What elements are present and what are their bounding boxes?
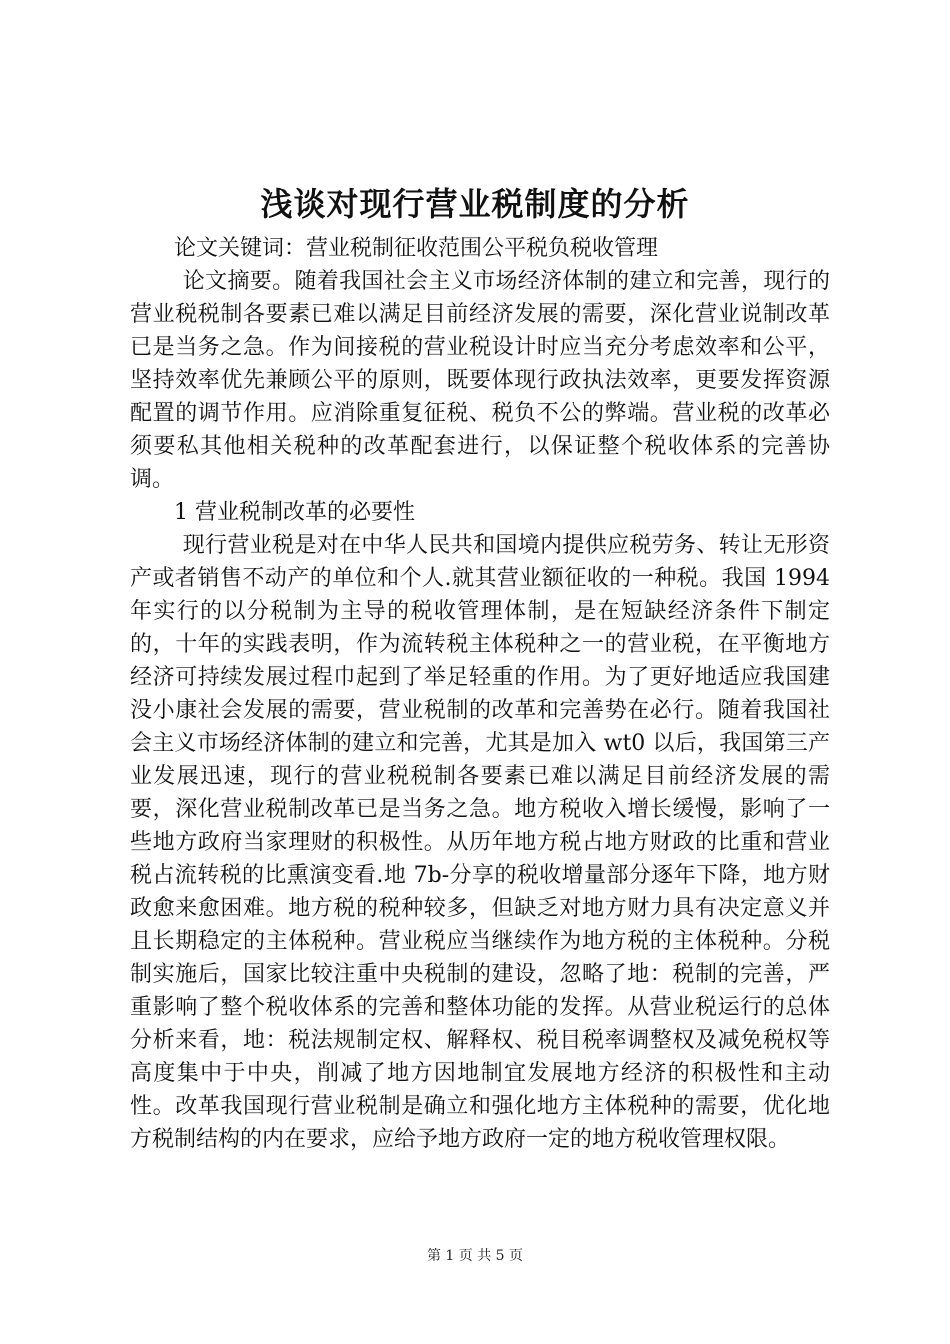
section-body-paragraph: 现行营业税是对在中华人民共和国境内提供应税劳务、转让无形资产或者销售不动产的单位和个人.就其营业额征收的一种税。我国 1994 年实行的以分税制为主导的税收管理体制，是在短缺经济条件下制定的，十年的实践表明，作为流转税主体税种之一的营业税，在平衡地方经济可持续发展过程巾起到了举足轻重的作用。为了更好地适应我国建没小康社会发展的需要，营业税制的改革和完善势在必行。随着我国社会主义市场经济体制的建立和完善，尤其是加入 wt0 以后，我国第三产业发展迅速，现行的营业税税制各要素已难以满足目前经济发展的需要，深化营业税制改革已是当务之急。地方税收入增长缓慢，影响了一些地方政府当家理财的积极性。从历年地方税占地方财政的比重和营业税占流转税的比熏演变看.地 7b-分享的税收增量部分逐年下降，地方财政愈来愈困难。地方税的税种较多，但缺乏对地方财力具有决定意义并且长期稳定的主体税种。营业税应当继续作为地方税的主体税种。分税制实施后，国家比较注重中央税制的建设，忽略了地：税制的完善，严重影响了整个税收体系的完善和整体功能的发挥。从营业税运行的总体分析来看，地：税法规制定权、解释权、税目税率调整权及减免税权等高度集中于中央，削减了地方因地制宜发展地方经济的积极性和主动性。改革我国现行营业税制是确立和强化地方主体税种的需要，优化地方税制结构的内在要求，应给予地方政府一定的地方税收管理权限。	[130, 533, 830, 1152]
document-body	[130, 232, 830, 1156]
page-footer: 第 1 页 共 5 页	[426, 1248, 524, 1264]
keywords-paragraph: 论文关键词：营业税制征收范围公平税负税收管理	[174, 236, 659, 261]
abstract-paragraph: 论文摘要。随着我国社会主义市场经济体制的建立和完善，现行的营业税税制各要素已难以满足目前经济发展的需要，深化营业说制改革已是当务之急。作为间接税的营业税设计时应当充分考虑效率和公平，坚持效率优先兼顾公平的原则，既要体现行政执法效率，更要发挥资源配置的调节作用。应消除重复征税、税负不公的弊端。营业税的改革必须要私其他相关税种的改革配套进行，以保证整个税收体系的完善协调。	[130, 269, 830, 492]
document-title: 浅谈对现行营业税制度的分析	[260, 185, 690, 223]
section-heading: 1 营业税制改革的必要性	[174, 500, 415, 525]
